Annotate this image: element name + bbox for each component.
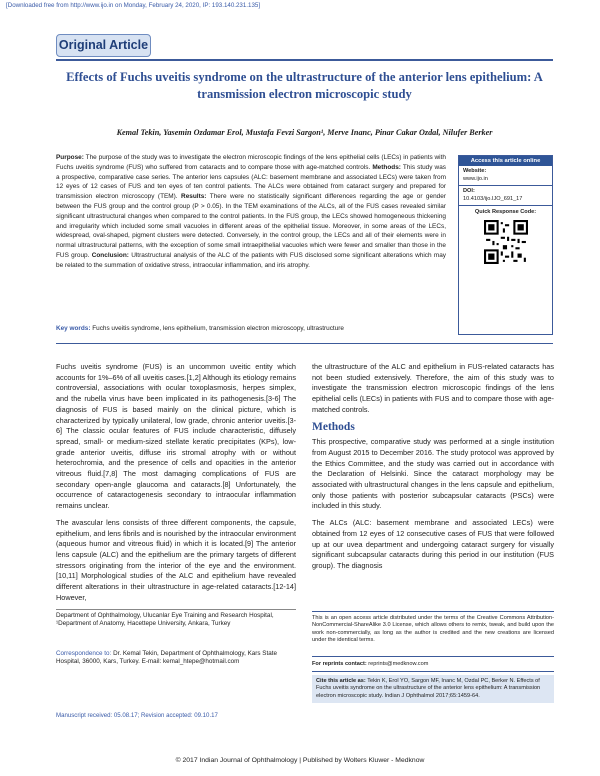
methods-label: Methods:	[372, 163, 401, 171]
results-label: Results:	[181, 193, 207, 201]
doi-row	[459, 186, 552, 206]
website-label: Website:	[463, 168, 487, 174]
purpose-label: Purpose:	[56, 154, 84, 161]
affiliation-rule	[56, 609, 296, 610]
keywords	[56, 325, 553, 332]
section-badge: Original Article	[56, 34, 151, 57]
reprints-contact	[312, 656, 554, 672]
page-footer: © 2017 Indian Journal of Ophthalmology | Published by Wolters Kluwer - Medknow	[175, 757, 425, 764]
qr-label: Quick Response Code:	[474, 209, 537, 215]
abstract-rule	[56, 343, 553, 344]
license-notice: This is an open access article distributed under the terms of the Creative Commons Attribution-NonCommercial-ShareAlike 3.0 License, which allows others to remix, tweak, and build upon the work non-commercially, as long as the author is credited and the new creations are licensed under the identical terms.	[312, 611, 554, 644]
body-column-left	[56, 362, 296, 609]
website-link[interactable]: www.ijo.in	[463, 175, 488, 182]
conclusion-text: Ultrastructural analysis of the ALC of the patients with FUS disclosed some significant alterations which may be related to the summation of oxidative stress, intraocular inflammation, and iris atrophy.	[56, 251, 447, 269]
methods-text: This study was a prospective, comparative case series. The anterior lens capsules (ALC: basement membrane and associated LECs) were taken from 12 eyes of 12 cases of FUS and ten eyes of ten control patients. The ALCs were obtained from cataract surgery and prepared for transmission electron microscopy (TEM).	[56, 163, 446, 201]
keywords-label: Key words:	[56, 325, 91, 332]
author-list: Kemal Tekin, Yasemin Ozdamar Erol, Mustafa Fevzi Sargon¹, Merve Inanc, Pinar Cakar Ozdal, Nilufer Berker	[116, 128, 493, 137]
intro-paragraph-1: Fuchs uveitis syndrome (FUS) is an uncommon uveitic entity which accounts for 1%–6% of all uveitis cases.[1,2] Although its etiology remains controversial, associations with ocular toxoplasmosis, herpes simplex, and the rubella virus have been implicated in its pathogenesis.[3-6] The diagnosis of FUS is based mainly on the clinical picture, which is characterized by typically unilateral, low grade, chronic anterior uveitis.[3-6] The classic ocular features of FUS include characteristic, diffusely spread, small- or medium-sized stellate keratic precipitates (KPs), low-grade anterior uveitis, diffuse iris stromal atrophy with or without heterochromia, and the presence of cells and opacities in the anterior vitreous fluid.[7,8] The most damaging complications of FUS are secondary open-angle glaucoma and cataracts.[8] Unfortunately, the occurrence of cataractogenesis secondary to intraocular inflammation remains unclear.	[56, 362, 296, 511]
correspondence-label: Correspondence to:	[56, 650, 112, 657]
intro-paragraph-2: The avascular lens consists of three different components, the capsule, epithelium, and lens fibrils and is nourished by the intraocular environment (aqueous humor and vitreous fluid) in which it is located.[9] The anterior lens capsule (ALC) and the epithelium are the primary targets of different stressors originating from the interior of the eye and the environment.[10,11] Morphological studies of the ALC and epithelium have revealed different alterations in their ultrastructure in age-related cataracts.[12-14] However,	[56, 517, 296, 602]
header-rule	[56, 59, 553, 61]
keywords-text: Fuchs uveitis syndrome, lens epithelium, transmission electron microscopy, ultrastructure	[92, 325, 344, 332]
results-text: There were no statistically significant differences regarding the age or gender between the FUS group and the control group (P > 0.05). In the TEM examinations of the ALCs, all of the FUS cases revealed similar significant ultrastructural changes when compared to the control patients. In the FUS group, the LECs showed homogeneous thickening and irregularity which included some small vacuoles in different areas of the epithelial tissue. Moreover, in some areas of the LECs, widespread, oval-shaped, pigment clusters were detected. Conversely, in the control group, the LECs and all of their elements were in normal ultrastructural patterns, with the exception of some small intraepithelial vacuoles which were fewer and smaller than those in the FUS group.	[56, 193, 446, 259]
correspondence	[56, 650, 296, 667]
correspondence-text: Dr. Kemal Tekin, Department of Ophthalmology, Kars State Hospital, 36000, Kars, Turkey. E-mail: kemal_htepe@hotmail.com	[56, 650, 277, 666]
cite-label: Cite this article as:	[316, 678, 366, 684]
conclusion-label: Conclusion:	[91, 251, 129, 259]
methods-paragraph-1: This prospective, comparative study was performed at a single institution from August 2015 to December 2016. The study protocol was approved by the Ethics Committee, and the study was carried out in accordance with the Declaration of Helsinki. Since the cataract morphology may be associated with ultrastructural changes in the lens capsule and epithelium, only those patients with posterior subcapsular cataracts (PSCs) were included in this study.	[312, 437, 554, 511]
affiliation: Department of Ophthalmology, Ulucanlar Eye Training and Research Hospital, ¹Department of Anatomy, Hacettepe University, Ankara, Turkey	[56, 612, 274, 628]
manuscript-dates: Manuscript received: 05.08.17; Revision accepted: 09.10.17	[56, 712, 218, 719]
cite-text: Tekin K, Erol YO, Sargon MF, Inanc M, Ozdal PC, Berker N. Effects of Fuchs uveitis syndrome on the ultrastructure of the anterior lens epithelium: A transmission electron microscopic study. Indian J Ophthalmol 2017;65:1459-64.	[316, 678, 541, 699]
reprints-email[interactable]: reprints@medknow.com	[368, 661, 429, 667]
access-online-header: Access this article online	[459, 156, 552, 166]
doi-label: DOI:	[463, 188, 475, 194]
download-notice: [Downloaded free from http://www.ijo.in on Monday, February 24, 2020, IP: 193.140.231.135]	[6, 2, 261, 9]
body-column-right	[312, 362, 554, 578]
access-online-box	[458, 155, 553, 335]
qr-code-icon	[484, 220, 528, 264]
doi-link[interactable]: 10.4103/ijo.IJO_691_17	[463, 195, 523, 202]
abstract	[56, 153, 446, 271]
methods-heading: Methods	[312, 420, 355, 433]
methods-paragraph-2: The ALCs (ALC: basement membrane and associated LECs) were obtained from 12 eyes of 12 consecutive cases of FUS that were followed up at our uvea department and undergoing cataract surgery for visually significant subcapsular cataracts during this period in our institution (FUS group). The diagnosis	[312, 518, 554, 570]
citation-box	[312, 675, 554, 703]
purpose-text: The purpose of the study was to investigate the electron microscopic findings of the lens epithelial cells (LECs) in patients with Fuchs uveitis syndrome (FUS) who suffered from cataracts and to compare those with age-matched controls.	[56, 154, 446, 171]
website-row	[459, 166, 552, 186]
article-title: Effects of Fuchs uveitis syndrome on the ultrastructure of the anterior lens epithelium: A transmission electron microscopic study	[66, 70, 543, 101]
intro-paragraph-3: the ultrastructure of the ALC and epithelium in FUS-related cataracts has not been studied extensively. Therefore, the aim of this study was to investigate the transmission electron microscopic findings of the lens epithelial cells (LECs) in patients with FUS and to compare those with age-matched controls.	[312, 362, 554, 414]
reprints-label: For reprints contact:	[312, 661, 367, 667]
